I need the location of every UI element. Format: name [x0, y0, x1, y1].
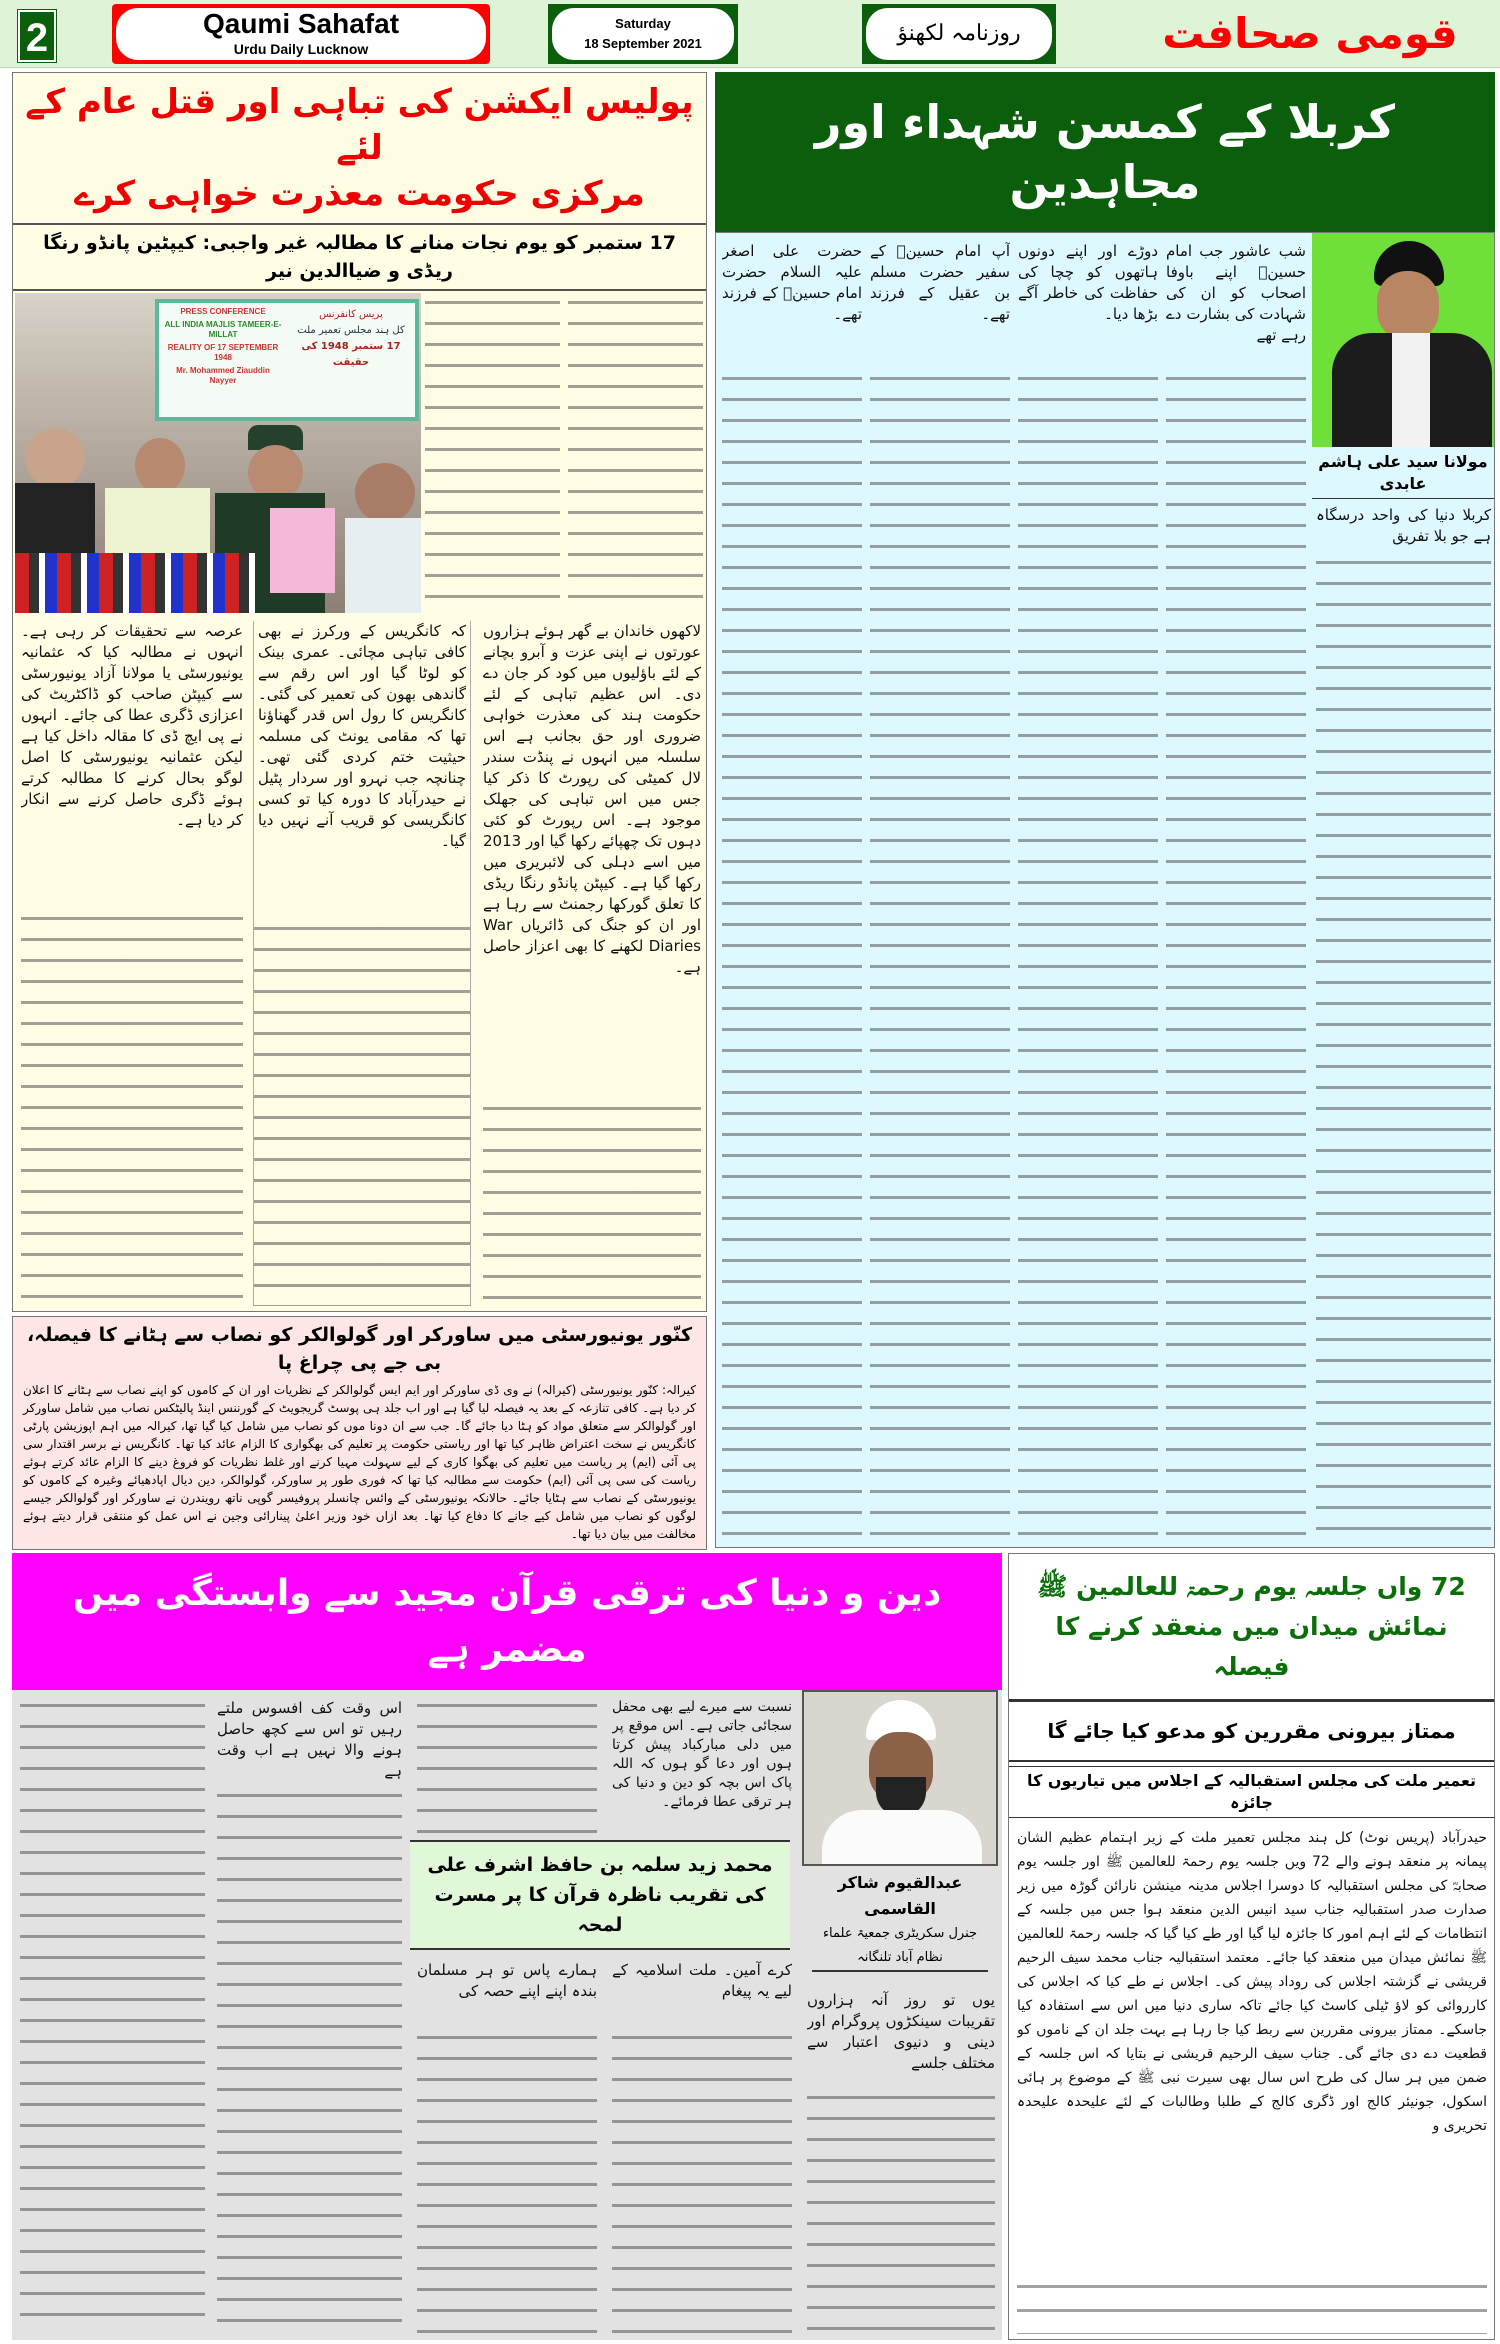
person-2 — [135, 438, 185, 493]
text-column — [722, 241, 862, 1541]
banner-urdu-topic: 17 ستمبر 1948 کی حقیقت — [301, 341, 401, 368]
urdu-logo: قومی صحافت — [1162, 9, 1458, 58]
person-4 — [355, 463, 415, 523]
column-text: دوڑے اور اپنے دونوں ہاتھوں کو چچا کی حفاظت کی خاطر آگے بڑھا دیا۔ — [1018, 242, 1158, 323]
headline-line1: پولیس ایکشن کی تباہی اور قتل عام کے لئے — [25, 82, 694, 168]
police-action-article — [12, 72, 707, 1312]
column-text: نسبت سے میرے لیے بھی محفل سجائی جاتی ہے۔ اس موقع پر میں دلی مبارکباد پیش کرتا ہوں اور دعا گو ہوں کہ اللہ پاک اس بچہ کو دین و دنیا کی ہر ترقی عطا فرمائے۔ — [612, 1699, 792, 1810]
column-text: کہ کانگریس کے ورکرز نے بھی کافی تباہی مچائی۔ عمری بینک کو لوٹا گیا اور اس رقم سے گاندھی بھون کی تعمیر کی گئی۔ کانگریس کا رول اس قدر گھناؤنا تھا کہ مقامی یونٹ کی مسلمہ حیثیت ختم کردی گئی تھی۔ چنانچہ جب نہرو اور سردار پٹیل نے حیدرآباد کا دورہ کیا تو کسی کانگریسی کو قریب آنے نہیں دیا گیا۔ — [258, 622, 466, 850]
person-4-body — [345, 518, 421, 613]
text-column — [1018, 241, 1158, 1541]
roznama-label: روزنامہ لکھنؤ — [866, 8, 1052, 60]
column-text: کرے آمین۔ ملت اسلامیہ کے لیے یہ پیغام — [612, 1961, 792, 2000]
jalsa-article — [1008, 1553, 1495, 2340]
headline-line2: مرکزی حکومت معذرت خواہی کرے — [74, 174, 645, 214]
text-column — [870, 241, 1010, 1541]
headline-box — [13, 73, 706, 225]
kannur-article — [12, 1316, 707, 1550]
author-photo — [802, 1690, 998, 1866]
photo-banner — [155, 299, 419, 421]
kurta — [822, 1810, 982, 1866]
text-column-2 — [253, 621, 471, 1306]
column-text: عرصہ سے تحقیقات کر رہی ہے۔ انہوں نے مطالبہ کیا کہ عثمانیہ یونیورسٹی یا مولانا آزاد یونیورسٹی سے کیپٹن صاحب کو ڈاکٹریٹ کی اعزازی ڈگری عطا کی جائے۔ انہوں نے پی ایچ ڈی کا مقالہ داخل کیا ہے لیکن عثمانیہ یونیورسٹی کا اصل لوگو بحال کرنے کا مطالبہ کرتے ہوئے ڈگری حاصل کرنے سے انکار کر دیا ہے۔ — [21, 622, 243, 829]
brand-title: Qaumi Sahafat — [202, 8, 400, 39]
jalsa-subheadline-2: تعمیر ملت کی مجلس استقبالیہ کے اجلاس میں تیاریوں کا جائزہ — [1009, 1766, 1494, 1818]
text-column — [217, 1698, 402, 2334]
headline-line1: 72 واں جلسہ یوم رحمۃ للعالمین ﷺ — [1037, 1571, 1466, 1601]
roznama-box — [862, 4, 1056, 64]
jalsa-headline — [1009, 1554, 1494, 1702]
column-text: یوں تو روز آنہ ہزاروں تقریبات سینکڑوں پروگرام اور دینی و دنیوی اعتبار سے مختلف جلسے — [807, 1991, 995, 2072]
microphones — [15, 553, 255, 613]
jalsa-subheadline: ممتاز بیرونی مقررین کو مدعو کیا جائے گا — [1009, 1702, 1494, 1762]
column-text: ہمارے پاس تو ہر مسلمان بندہ اپنے اپنے حصہ کی — [417, 1961, 597, 2000]
person-3 — [248, 445, 303, 500]
banner-urdu-title: پریس کانفرنس — [319, 309, 383, 320]
subheadline-line2: کی تقریب ناظرہ قرآن کا پر مسرت لمحہ — [434, 1884, 766, 1936]
author-name: عبدالقیوم شاکر القاسمی — [837, 1873, 963, 1918]
column-text: حیدرآباد (پریس نوٹ) کل ہند مجلس تعمیر ملت کے زیر اہتمام عظیم الشان پیمانہ پر منعقد ہونے والے 72 ویں جلسہ یوم رحمۃ للعالمین ﷺ اور جلسہ یوم صحابہؓ کی مجلس استقبالیہ کا دوسرا اجلاس مدینہ مینشن نارائن گوڑہ میں زیر صدارت صدر استقبالیہ جناب سید انیس الدین منعقد ہوا جس میں جلسہ کے انتظامات کے لئے اہم امور کا جائزہ لیا گیا اور طے کیا گیا کہ جلسہ رحمۃ للعالمین ﷺ نمائش میدان میں منعقد کیا جائے۔ معتمد استقبالیہ جناب محمد سیف الرحیم قریشی نے گزشتہ اجلاس کی روداد پیش کی۔ اجلاس نے طے کیا کہ اجلاس کی کارروائی کو لاؤ ٹیلی کاسٹ کیا جائے تاکہ ساری دنیا میں اس سے استفادہ کیا جاسکے۔ ممتاز بیرونی مقررین سے ربط کیا جا رہا ہے بہت جلد ان کے ناموں کو قطعیت دے دی جائے گی۔ جناب سیف الرحیم قریشی نے بتایا کہ اس جلسہ کے ضمن میں ہر سال کی طرح اس سال بھی سیرت نبی ﷺ کے موضوع پر ہائی اسکول، جونیئر کالج اور ڈگری کالج کے طلبا وطالبات کے لئے علیحدہ علیحدہ تحریری و — [1017, 1830, 1487, 2134]
banner-title: PRESS CONFERENCE — [180, 307, 266, 316]
banner-urdu — [287, 303, 415, 417]
column-text: شب عاشور جب امام حسینؑ اپنے باوفا اصحاب کو ان کی شہادت کی بشارت دے رہے تھے — [1166, 242, 1306, 344]
date-box — [548, 4, 738, 64]
subheadline-line1: محمد زید سلمہ بن حافظ اشرف علی — [427, 1854, 773, 1876]
author-photo — [1312, 233, 1494, 447]
column-text: حضرت علی اصغر علیہ السلام حضرت امام حسینؑ کے فرزند تھے۔ — [722, 242, 862, 323]
karbala-article — [715, 232, 1495, 1548]
banner-urdu-org: کل ہند مجلس تعمیر ملت — [297, 325, 405, 336]
headline-line2: نمائش میدان میں منعقد کرنے کا فیصلہ — [1055, 1611, 1448, 1681]
text-column — [417, 1960, 597, 2334]
banner-topic: REALITY OF 17 SEPTEMBER 1948 — [167, 343, 279, 362]
text-column — [807, 1990, 995, 2334]
banner-presided: Mr. Mohammed Ziauddin Nayyer — [176, 366, 270, 385]
collar — [1392, 333, 1430, 447]
held-document — [270, 508, 335, 593]
quran-subheadline-box — [410, 1840, 790, 1950]
text-column — [425, 295, 560, 613]
text-column-3 — [21, 621, 243, 1306]
text-column — [417, 1698, 597, 1834]
kannur-body: کیرالہ: کنّور یونیورسٹی (کیرالہ) نے وی ڈی ساورکر اور ایم ایس گولوالکر کے نظریات اور ان کے کاموں کو اپنے نصاب سے ہٹانے کا اعلان کر دیا ہے۔ کافی تنازعہ کے بعد یہ فیصلہ لیا گیا ہے اور اب جلد ہی پوسٹ گریجویٹ کے گورننس اینڈ پالیٹکس نصاب میں شامل ساورکر اور گولوالکر سے متعلق مواد کو ہٹا دیا جائے گا۔ جب سے ان دونا موں کو نصاب میں شامل کیا گیا تھا، کیرالہ میں اہم اپوزیشن پارٹی کانگریس نے سخت اعتراض ظاہر کیا تھا اور ریاستی حکومت پر تعلیم کی بھگواری کا الزام عائد کیا تھا۔ کانگریس نے برسر اقتدار سی پی آئی (ایم) پر ریاست میں تعلیم کی بھگوا کاری کے لیے سہولت مہیا کرنے اور غلط نظریات کو فروغ دینے کا الزام عائد کرتے ہوئے ریاست کی سی پی آئی (ایم) حکومت سے مطالبہ کیا تھا کہ فوری طور پر ساورکر، گولوالکر، دین دیال اپادھیائے وغیرہ کے کاموں کو یونیورسٹی کے نصاب سے ہٹایا جائے۔ حالانکہ یونیورسٹی کے وائس چانسلر پروفیسر گوپی ناتھ رویندرن نے ساورکر اور گولوالکر جیسے لوگوں کو نصاب میں شامل کیے جانے کا دفاع کیا تھا۔ بعد ازاں خود وزیر اعلیٰ پینارائی وجین نے اس عمل کو منتقی قرار دیتے ہوئے مخالفت میں بیان دیا تھا۔ — [23, 1383, 696, 1541]
text-column — [612, 1960, 792, 2334]
text-column — [1316, 505, 1491, 1543]
column-text: لاکھوں خاندان بے گھر ہوئے ہزاروں عورتوں نے اپنی عزت و آبرو بچانے کے لئے باؤلیوں میں کود کر جان دے دی۔ اس عظیم تباہی کے لئے حکومت ہند کی معذرت خواہی ضروری اور حق بجانب ہے اس سلسلہ میں انہوں نے پنڈت سندر لال کمیٹی کی رپورٹ کا ذکر کیا جس میں اس تباہی کی جھلک موجود ہے۔ اس رپورٹ کو کئی دہوں تک چھپائے رکھا گیا اور 2013 میں اسے دہلی کی لائبریری میں رکھا گیا ہے۔ کیپٹن پانڈو رنگا ریڈی کا تعلق گورکھا رجمنٹ سے رہا ہے اور ان کو جنگ کی ڈائریاں War Diaries لکھنے کا بھی اعزاز حاصل ہے۔ — [483, 622, 701, 976]
subheadline: 17 ستمبر کو یوم نجات منانے کا مطالبہ غیر واجبی: کیپٹین پانڈو رنگا ریڈی و ضیاالدین نیر — [13, 225, 706, 291]
face — [1377, 271, 1439, 341]
kannur-headline: کنّور یونیورسٹی میں ساورکر اور گولوالکر کو نصاب سے ہٹانے کا فیصلہ، بی جے پی چراغ پا — [26, 1324, 693, 1374]
banner-english — [159, 303, 287, 417]
quran-headline: دین و دنیا کی ترقی قرآن مجید سے وابستگی میں مضمر ہے — [12, 1553, 1002, 1690]
day-label: Saturday — [615, 16, 671, 31]
masthead — [0, 0, 1500, 68]
text-column — [20, 1698, 205, 2334]
page-number: 2 — [18, 10, 56, 62]
jalsa-body — [1017, 1826, 1487, 2334]
author-name: مولانا سید علی ہاشم عابدی — [1312, 447, 1494, 499]
karbala-headline: کربلا کے کمسن شہداء اور مجاہدین — [715, 72, 1495, 232]
column-text: اس وقت کف افسوس ملتے رہیں تو اس سے کچھ حاصل ہونے والا نہیں ہے اب وقت ہے — [217, 1699, 402, 1780]
text-column — [1166, 241, 1306, 1541]
column-text: آپ امام حسینؑ کے سفیر حضرت مسلم بن عقیل کے فرزند تھے۔ — [870, 242, 1010, 323]
date-label: 18 September 2021 — [584, 36, 702, 51]
author-title: جنرل سکریٹری جمعیۃ علماء — [822, 1926, 978, 1941]
text-column-1 — [483, 621, 701, 1306]
text-column — [568, 295, 703, 613]
author-location: نظام آباد تلنگانہ — [812, 1946, 988, 1972]
quran-article — [12, 1690, 1002, 2340]
author-caption — [802, 1870, 998, 1972]
text-column — [612, 1698, 792, 1834]
brand-box — [112, 4, 490, 64]
press-conference-photo — [15, 293, 421, 613]
banner-org: ALL INDIA MAJLIS TAMEER-E-MILLAT — [164, 320, 282, 339]
brand-subtitle: Urdu Daily Lucknow — [233, 41, 369, 57]
person-1 — [25, 428, 85, 488]
column-text: کربلا دنیا کی واحد درسگاہ ہے جو بلا تفریق — [1316, 506, 1491, 545]
